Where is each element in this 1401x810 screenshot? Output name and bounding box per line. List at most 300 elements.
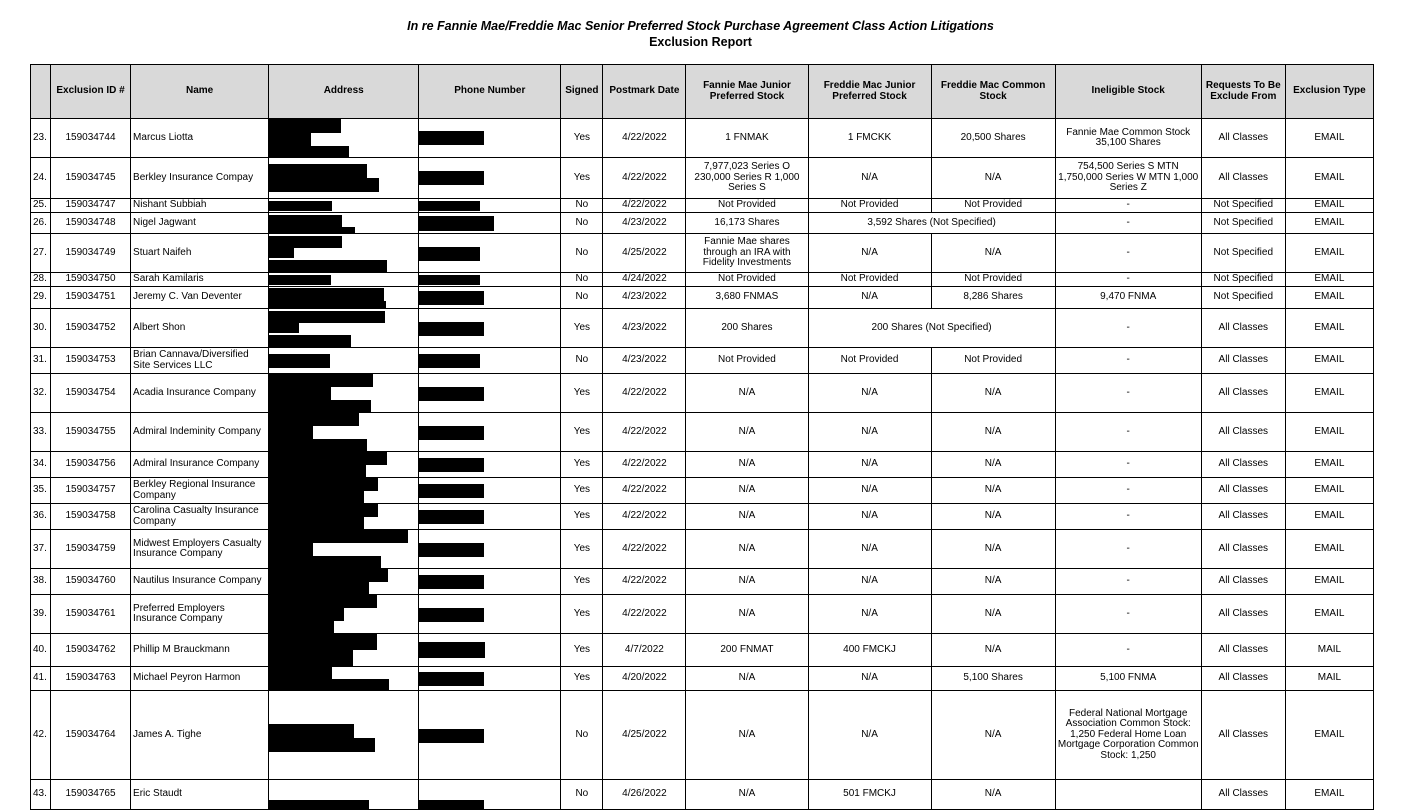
- signed-cell: No: [561, 234, 603, 273]
- header-col-address: Address: [269, 65, 419, 119]
- exclusion-id-cell: 159034753: [51, 348, 131, 374]
- name-cell: Admiral Insurance Company: [131, 452, 269, 478]
- freddie-merged-cell: 200 Shares (Not Specified): [808, 309, 1055, 348]
- fannie-junior-cell: 16,173 Shares: [686, 213, 808, 234]
- exclusion-type-cell: EMAIL: [1285, 234, 1373, 273]
- ineligible-stock-cell: -: [1055, 634, 1201, 667]
- signed-cell: Yes: [561, 504, 603, 530]
- name-cell: Carolina Casualty Insurance Company: [131, 504, 269, 530]
- report-title-line1: In re Fannie Mae/Freddie Mac Senior Preferred Stock Purchase Agreement Class Action Litigations: [407, 19, 994, 33]
- redaction-bar: [269, 374, 373, 387]
- header-col-postmark: Postmark Date: [603, 65, 686, 119]
- postmark-date-cell: 4/7/2022: [603, 634, 686, 667]
- address-redacted: [269, 199, 419, 213]
- name-cell: Phillip M Brauckmann: [131, 634, 269, 667]
- ineligible-stock-cell: -: [1055, 478, 1201, 504]
- redaction-bar: [419, 216, 494, 231]
- requests-cell: All Classes: [1201, 595, 1285, 634]
- table-row: [31, 199, 1374, 213]
- redaction-bar: [419, 131, 484, 145]
- redaction-bar: [269, 439, 367, 452]
- ineligible-stock-cell: -: [1055, 452, 1201, 478]
- signed-cell: No: [561, 213, 603, 234]
- postmark-date-cell: 4/25/2022: [603, 691, 686, 780]
- redaction-bar: [419, 247, 480, 261]
- header-col-name: Name: [131, 65, 269, 119]
- ineligible-stock-cell: -: [1055, 309, 1201, 348]
- table-row: [31, 119, 1374, 158]
- table-row: [31, 213, 1374, 234]
- postmark-date-cell: 4/22/2022: [603, 374, 686, 413]
- redaction-bar: [269, 569, 388, 582]
- freddie-junior-cell: N/A: [808, 413, 931, 452]
- redaction-bar: [269, 543, 313, 556]
- fannie-junior-cell: 7,977,023 Series O 230,000 Series R 1,000 Series S: [686, 158, 808, 199]
- redaction-bar: [269, 178, 379, 192]
- freddie-common-cell: N/A: [931, 413, 1055, 452]
- phone-redacted: [419, 504, 561, 530]
- redaction-bar: [419, 354, 480, 368]
- redaction-bar: [419, 291, 484, 305]
- redaction-bar: [269, 608, 344, 621]
- freddie-junior-cell: N/A: [808, 234, 931, 273]
- report-title: [0, 18, 1401, 50]
- redaction-bar: [269, 679, 389, 691]
- redaction-bar: [419, 800, 484, 810]
- postmark-date-cell: 4/22/2022: [603, 569, 686, 595]
- fannie-junior-cell: N/A: [686, 691, 808, 780]
- table-row: [31, 452, 1374, 478]
- ineligible-stock-cell: 754,500 Series S MTN 1,750,000 Series W MTN 1,000 Series Z: [1055, 158, 1201, 199]
- name-cell: Eric Staudt: [131, 780, 269, 810]
- freddie-junior-cell: N/A: [808, 452, 931, 478]
- redaction-bar: [269, 426, 313, 439]
- table-row: [31, 348, 1374, 374]
- redaction-bar: [269, 582, 369, 595]
- exclusion-type-cell: EMAIL: [1285, 595, 1373, 634]
- exclusion-table: [30, 64, 1374, 810]
- address-redacted: [269, 595, 419, 634]
- address-redacted: [269, 504, 419, 530]
- row-index: 36.: [31, 504, 51, 530]
- header-col-ineligible: Ineligible Stock: [1055, 65, 1201, 119]
- postmark-date-cell: 4/22/2022: [603, 452, 686, 478]
- row-index: 32.: [31, 374, 51, 413]
- freddie-common-cell: Not Provided: [931, 348, 1055, 374]
- freddie-common-cell: N/A: [931, 634, 1055, 667]
- exclusion-type-cell: EMAIL: [1285, 348, 1373, 374]
- table-row: [31, 530, 1374, 569]
- requests-cell: All Classes: [1201, 478, 1285, 504]
- redaction-bar: [269, 650, 353, 667]
- exclusion-id-cell: 159034763: [51, 667, 131, 691]
- exclusion-type-cell: EMAIL: [1285, 309, 1373, 348]
- freddie-junior-cell: N/A: [808, 504, 931, 530]
- signed-cell: No: [561, 287, 603, 309]
- freddie-junior-cell: Not Provided: [808, 199, 931, 213]
- requests-cell: All Classes: [1201, 634, 1285, 667]
- freddie-common-cell: N/A: [931, 530, 1055, 569]
- name-cell: Berkley Regional Insurance Company: [131, 478, 269, 504]
- name-cell: Preferred Employers Insurance Company: [131, 595, 269, 634]
- phone-redacted: [419, 530, 561, 569]
- name-cell: Jeremy C. Van Deventer: [131, 287, 269, 309]
- phone-redacted: [419, 595, 561, 634]
- exclusion-id-cell: 159034748: [51, 213, 131, 234]
- redaction-bar: [269, 621, 334, 634]
- row-index: 29.: [31, 287, 51, 309]
- fannie-junior-cell: N/A: [686, 780, 808, 810]
- table-row: [31, 374, 1374, 413]
- freddie-common-cell: N/A: [931, 374, 1055, 413]
- header-col-freddie-junior: Freddie Mac Junior Preferred Stock: [808, 65, 931, 119]
- phone-redacted: [419, 199, 561, 213]
- freddie-common-cell: N/A: [931, 234, 1055, 273]
- ineligible-stock-cell: -: [1055, 504, 1201, 530]
- name-cell: Albert Shon: [131, 309, 269, 348]
- ineligible-stock-cell: [1055, 780, 1201, 810]
- row-index: 34.: [31, 452, 51, 478]
- phone-redacted: [419, 348, 561, 374]
- redaction-bar: [419, 543, 484, 557]
- freddie-common-cell: N/A: [931, 452, 1055, 478]
- address-redacted: [269, 691, 419, 780]
- freddie-common-cell: N/A: [931, 780, 1055, 810]
- signed-cell: Yes: [561, 478, 603, 504]
- phone-redacted: [419, 374, 561, 413]
- redaction-bar: [269, 634, 377, 650]
- exclusion-type-cell: EMAIL: [1285, 691, 1373, 780]
- name-cell: Midwest Employers Casualty Insurance Company: [131, 530, 269, 569]
- exclusion-id-cell: 159034760: [51, 569, 131, 595]
- phone-redacted: [419, 287, 561, 309]
- postmark-date-cell: 4/22/2022: [603, 478, 686, 504]
- header-col-exclusion-id: Exclusion ID #: [51, 65, 131, 119]
- name-cell: Nishant Subbiah: [131, 199, 269, 213]
- requests-cell: All Classes: [1201, 691, 1285, 780]
- redaction-bar: [269, 119, 341, 133]
- address-redacted: [269, 119, 419, 158]
- freddie-common-cell: N/A: [931, 691, 1055, 780]
- fannie-junior-cell: N/A: [686, 504, 808, 530]
- fannie-junior-cell: 200 FNMAT: [686, 634, 808, 667]
- exclusion-id-cell: 159034752: [51, 309, 131, 348]
- postmark-date-cell: 4/25/2022: [603, 234, 686, 273]
- row-index: 42.: [31, 691, 51, 780]
- redaction-bar: [269, 738, 375, 752]
- freddie-junior-cell: N/A: [808, 691, 931, 780]
- address-redacted: [269, 569, 419, 595]
- ineligible-stock-cell: -: [1055, 374, 1201, 413]
- table-row: [31, 287, 1374, 309]
- table-row: [31, 478, 1374, 504]
- fannie-junior-cell: N/A: [686, 569, 808, 595]
- redaction-bar: [419, 729, 484, 743]
- exclusion-id-cell: 159034747: [51, 199, 131, 213]
- address-redacted: [269, 309, 419, 348]
- redaction-bar: [269, 354, 330, 368]
- redaction-bar: [269, 452, 387, 465]
- phone-redacted: [419, 452, 561, 478]
- address-redacted: [269, 273, 419, 287]
- freddie-common-cell: 20,500 Shares: [931, 119, 1055, 158]
- signed-cell: Yes: [561, 569, 603, 595]
- phone-redacted: [419, 569, 561, 595]
- freddie-junior-cell: 400 FMCKJ: [808, 634, 931, 667]
- postmark-date-cell: 4/22/2022: [603, 595, 686, 634]
- redaction-bar: [269, 164, 367, 178]
- table-row: [31, 309, 1374, 348]
- requests-cell: All Classes: [1201, 780, 1285, 810]
- header-col-index: [31, 65, 51, 119]
- exclusion-type-cell: EMAIL: [1285, 413, 1373, 452]
- table-row: [31, 634, 1374, 667]
- phone-redacted: [419, 667, 561, 691]
- signed-cell: Yes: [561, 452, 603, 478]
- requests-cell: All Classes: [1201, 119, 1285, 158]
- freddie-common-cell: N/A: [931, 504, 1055, 530]
- fannie-junior-cell: N/A: [686, 595, 808, 634]
- fannie-junior-cell: 3,680 FNMAS: [686, 287, 808, 309]
- postmark-date-cell: 4/22/2022: [603, 199, 686, 213]
- redaction-bar: [269, 133, 311, 146]
- redaction-bar: [269, 556, 381, 569]
- ineligible-stock-cell: -: [1055, 348, 1201, 374]
- name-cell: Brian Cannava/Diversified Site Services LLC: [131, 348, 269, 374]
- freddie-junior-cell: Not Provided: [808, 273, 931, 287]
- fannie-junior-cell: Not Provided: [686, 273, 808, 287]
- table-row: [31, 595, 1374, 634]
- phone-redacted: [419, 213, 561, 234]
- address-redacted: [269, 348, 419, 374]
- row-index: 33.: [31, 413, 51, 452]
- exclusion-type-cell: EMAIL: [1285, 530, 1373, 569]
- name-cell: Admiral Indeminity Company: [131, 413, 269, 452]
- requests-cell: All Classes: [1201, 348, 1285, 374]
- name-cell: Stuart Naifeh: [131, 234, 269, 273]
- exclusion-type-cell: MAIL: [1285, 634, 1373, 667]
- postmark-date-cell: 4/23/2022: [603, 309, 686, 348]
- ineligible-stock-cell: -: [1055, 595, 1201, 634]
- ineligible-stock-cell: -: [1055, 199, 1201, 213]
- phone-redacted: [419, 273, 561, 287]
- fannie-junior-cell: Fannie Mae shares through an IRA with Fidelity Investments: [686, 234, 808, 273]
- fannie-junior-cell: N/A: [686, 478, 808, 504]
- row-index: 30.: [31, 309, 51, 348]
- redaction-bar: [269, 311, 385, 323]
- row-index: 27.: [31, 234, 51, 273]
- redaction-bar: [269, 146, 349, 158]
- postmark-date-cell: 4/26/2022: [603, 780, 686, 810]
- exclusion-type-cell: EMAIL: [1285, 374, 1373, 413]
- row-index: 37.: [31, 530, 51, 569]
- redaction-bar: [419, 510, 484, 524]
- ineligible-stock-cell: -: [1055, 569, 1201, 595]
- address-redacted: [269, 667, 419, 691]
- exclusion-id-cell: 159034750: [51, 273, 131, 287]
- redaction-bar: [269, 275, 331, 285]
- name-cell: Marcus Liotta: [131, 119, 269, 158]
- exclusion-id-cell: 159034758: [51, 504, 131, 530]
- phone-redacted: [419, 158, 561, 199]
- fannie-junior-cell: 200 Shares: [686, 309, 808, 348]
- name-cell: Berkley Insurance Compay: [131, 158, 269, 199]
- postmark-date-cell: 4/24/2022: [603, 273, 686, 287]
- redaction-bar: [269, 504, 378, 517]
- phone-redacted: [419, 234, 561, 273]
- fannie-junior-cell: 1 FNMAK: [686, 119, 808, 158]
- ineligible-stock-cell: -: [1055, 530, 1201, 569]
- table-row: [31, 234, 1374, 273]
- exclusion-type-cell: EMAIL: [1285, 478, 1373, 504]
- address-redacted: [269, 213, 419, 234]
- redaction-bar: [419, 484, 484, 498]
- requests-cell: Not Specified: [1201, 273, 1285, 287]
- signed-cell: No: [561, 691, 603, 780]
- row-index: 28.: [31, 273, 51, 287]
- redaction-bar: [419, 201, 480, 211]
- ineligible-stock-cell: -: [1055, 213, 1201, 234]
- name-cell: Nigel Jagwant: [131, 213, 269, 234]
- freddie-junior-cell: Not Provided: [808, 348, 931, 374]
- freddie-junior-cell: N/A: [808, 667, 931, 691]
- signed-cell: Yes: [561, 634, 603, 667]
- phone-redacted: [419, 634, 561, 667]
- redaction-bar: [419, 458, 484, 472]
- phone-redacted: [419, 309, 561, 348]
- signed-cell: Yes: [561, 309, 603, 348]
- freddie-merged-cell: 3,592 Shares (Not Specified): [808, 213, 1055, 234]
- postmark-date-cell: 4/22/2022: [603, 158, 686, 199]
- address-redacted: [269, 780, 419, 810]
- freddie-common-cell: 5,100 Shares: [931, 667, 1055, 691]
- freddie-common-cell: N/A: [931, 478, 1055, 504]
- row-index: 39.: [31, 595, 51, 634]
- address-redacted: [269, 452, 419, 478]
- exclusion-id-cell: 159034755: [51, 413, 131, 452]
- redaction-bar: [269, 301, 386, 308]
- exclusion-id-cell: 159034762: [51, 634, 131, 667]
- requests-cell: All Classes: [1201, 530, 1285, 569]
- exclusion-type-cell: EMAIL: [1285, 452, 1373, 478]
- requests-cell: All Classes: [1201, 667, 1285, 691]
- row-index: 24.: [31, 158, 51, 199]
- freddie-junior-cell: 1 FMCKK: [808, 119, 931, 158]
- row-index: 35.: [31, 478, 51, 504]
- freddie-junior-cell: N/A: [808, 530, 931, 569]
- signed-cell: Yes: [561, 530, 603, 569]
- signed-cell: Yes: [561, 413, 603, 452]
- signed-cell: No: [561, 780, 603, 810]
- signed-cell: No: [561, 348, 603, 374]
- address-redacted: [269, 413, 419, 452]
- exclusion-id-cell: 159034765: [51, 780, 131, 810]
- redaction-bar: [269, 413, 359, 426]
- fannie-junior-cell: N/A: [686, 374, 808, 413]
- requests-cell: All Classes: [1201, 452, 1285, 478]
- phone-redacted: [419, 478, 561, 504]
- exclusion-id-cell: 159034757: [51, 478, 131, 504]
- redaction-bar: [269, 667, 332, 679]
- header-col-fannie-junior: Fannie Mae Junior Preferred Stock: [686, 65, 808, 119]
- phone-redacted: [419, 413, 561, 452]
- exclusion-type-cell: EMAIL: [1285, 158, 1373, 199]
- requests-cell: All Classes: [1201, 413, 1285, 452]
- phone-redacted: [419, 691, 561, 780]
- exclusion-id-cell: 159034756: [51, 452, 131, 478]
- exclusion-id-cell: 159034751: [51, 287, 131, 309]
- redaction-bar: [269, 323, 299, 333]
- table-row: [31, 413, 1374, 452]
- exclusion-id-cell: 159034745: [51, 158, 131, 199]
- exclusion-id-cell: 159034749: [51, 234, 131, 273]
- row-index: 25.: [31, 199, 51, 213]
- name-cell: Acadia Insurance Company: [131, 374, 269, 413]
- postmark-date-cell: 4/20/2022: [603, 667, 686, 691]
- ineligible-stock-cell: -: [1055, 413, 1201, 452]
- freddie-common-cell: Not Provided: [931, 273, 1055, 287]
- fannie-junior-cell: N/A: [686, 413, 808, 452]
- freddie-junior-cell: N/A: [808, 158, 931, 199]
- postmark-date-cell: 4/23/2022: [603, 348, 686, 374]
- fannie-junior-cell: Not Provided: [686, 348, 808, 374]
- address-redacted: [269, 634, 419, 667]
- postmark-date-cell: 4/22/2022: [603, 413, 686, 452]
- redaction-bar: [269, 201, 332, 211]
- freddie-junior-cell: N/A: [808, 595, 931, 634]
- table-row: [31, 504, 1374, 530]
- freddie-common-cell: 8,286 Shares: [931, 287, 1055, 309]
- exclusion-id-cell: 159034759: [51, 530, 131, 569]
- address-redacted: [269, 530, 419, 569]
- report-title-line2: Exclusion Report: [649, 35, 752, 49]
- name-cell: James A. Tighe: [131, 691, 269, 780]
- freddie-junior-cell: N/A: [808, 374, 931, 413]
- signed-cell: Yes: [561, 595, 603, 634]
- ineligible-stock-cell: Federal National Mortgage Association Common Stock: 1,250 Federal Home Loan Mortgage Corporation Common Stock: 1,250: [1055, 691, 1201, 780]
- redaction-bar: [419, 322, 484, 336]
- exclusion-type-cell: EMAIL: [1285, 213, 1373, 234]
- exclusion-type-cell: EMAIL: [1285, 287, 1373, 309]
- address-redacted: [269, 374, 419, 413]
- exclusion-type-cell: EMAIL: [1285, 780, 1373, 810]
- redaction-bar: [419, 275, 480, 285]
- table-row: [31, 691, 1374, 780]
- ineligible-stock-cell: Fannie Mae Common Stock 35,100 Shares: [1055, 119, 1201, 158]
- header-col-phone: Phone Number: [419, 65, 561, 119]
- table-row: [31, 667, 1374, 691]
- postmark-date-cell: 4/22/2022: [603, 530, 686, 569]
- address-redacted: [269, 158, 419, 199]
- signed-cell: Yes: [561, 667, 603, 691]
- redaction-bar: [269, 236, 342, 248]
- header-col-signed: Signed: [561, 65, 603, 119]
- row-index: 26.: [31, 213, 51, 234]
- redaction-bar: [269, 387, 331, 400]
- requests-cell: All Classes: [1201, 569, 1285, 595]
- redaction-bar: [269, 465, 366, 478]
- exclusion-type-cell: EMAIL: [1285, 199, 1373, 213]
- exclusion-id-cell: 159034761: [51, 595, 131, 634]
- table-row: [31, 158, 1374, 199]
- ineligible-stock-cell: 9,470 FNMA: [1055, 287, 1201, 309]
- table-row: [31, 273, 1374, 287]
- signed-cell: No: [561, 199, 603, 213]
- redaction-bar: [419, 171, 484, 185]
- redaction-bar: [269, 530, 408, 543]
- postmark-date-cell: 4/23/2022: [603, 287, 686, 309]
- freddie-common-cell: N/A: [931, 595, 1055, 634]
